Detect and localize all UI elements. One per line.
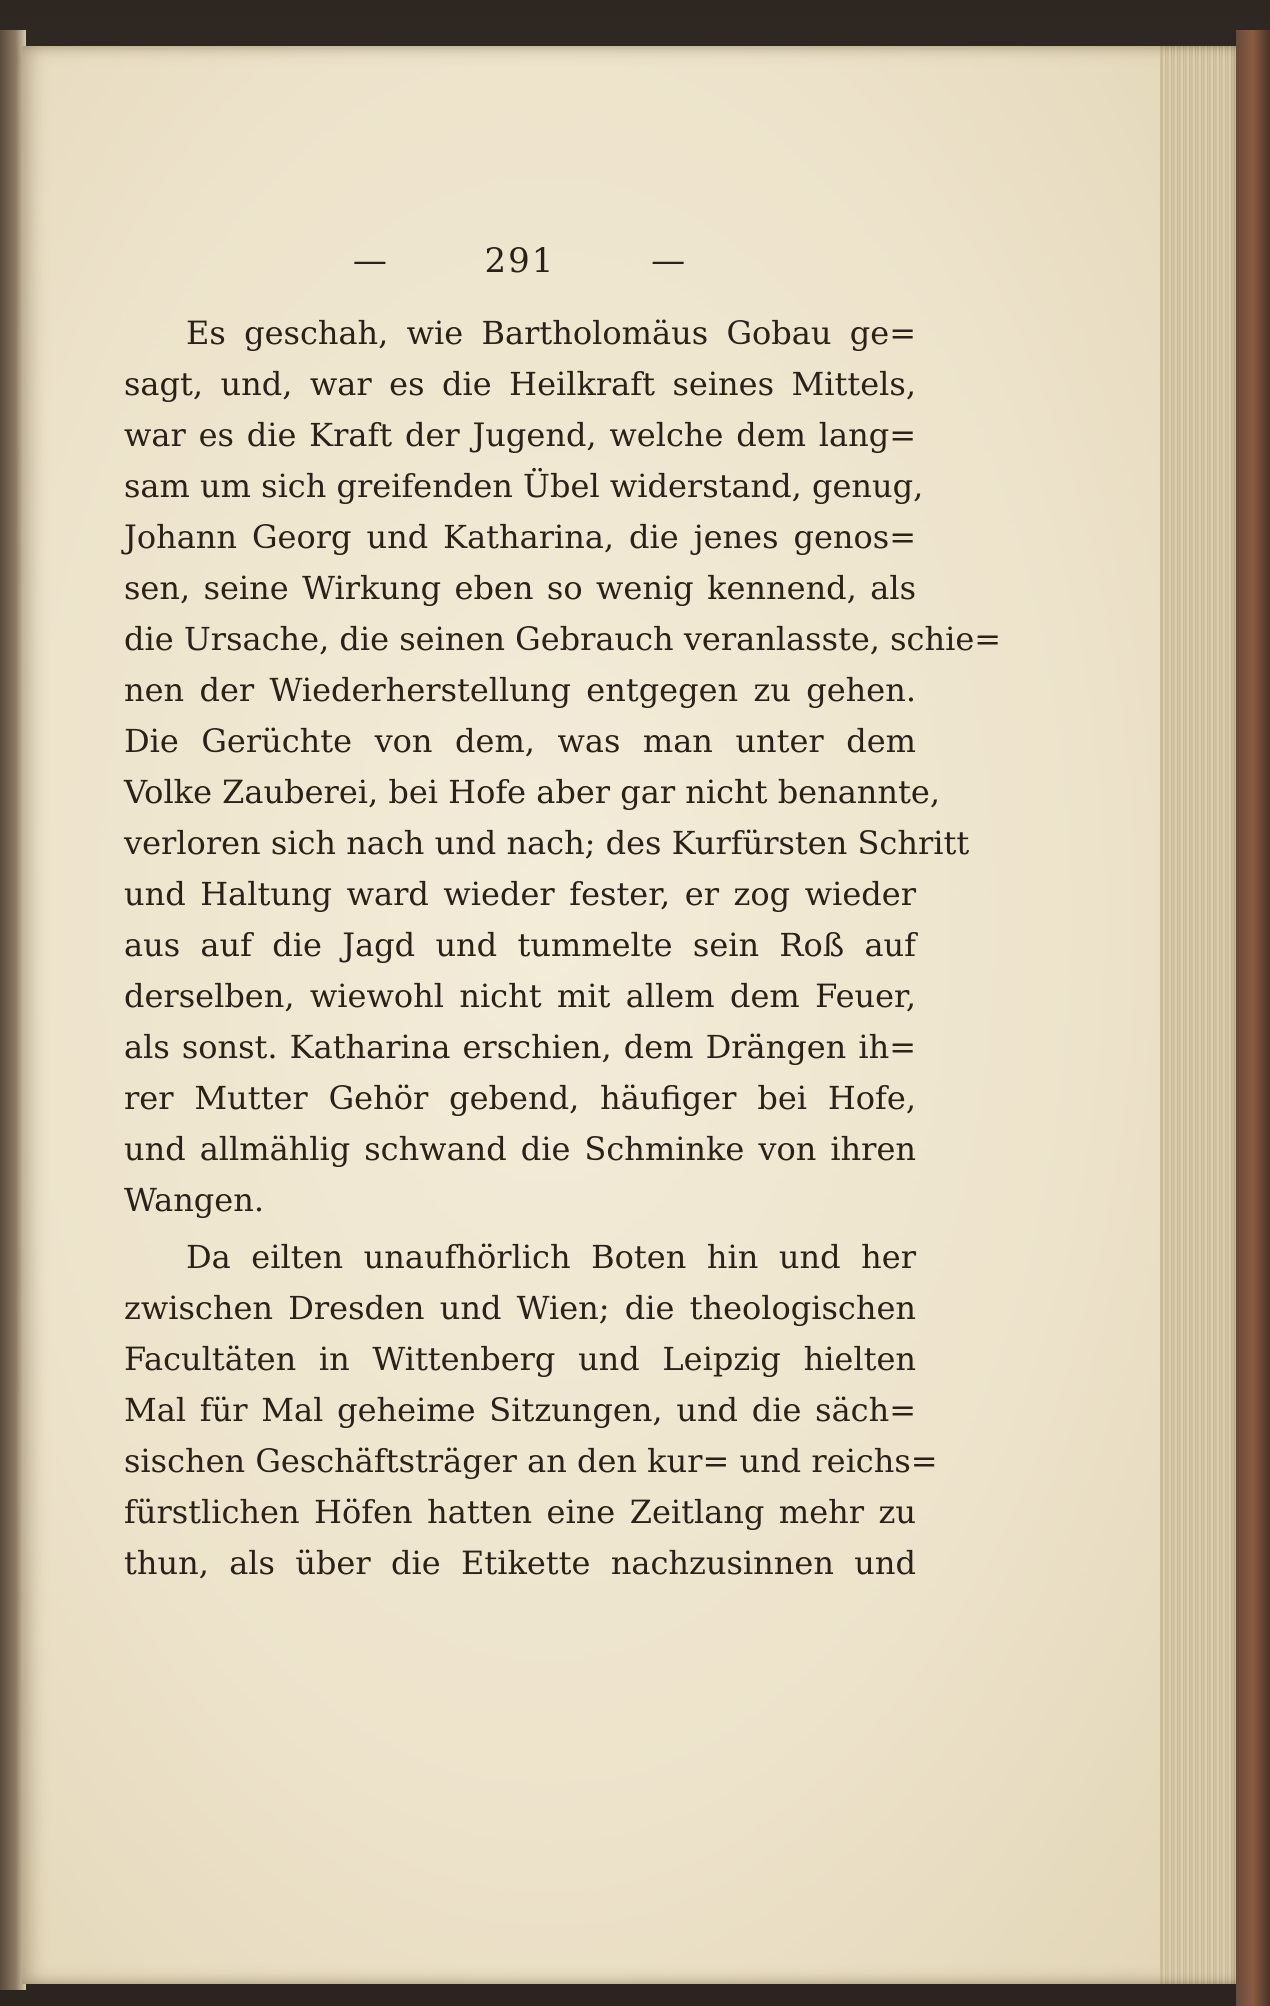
text-line: Die Gerüchte von dem, was man unter dem [124,722,916,760]
page-number: 291 [484,241,556,281]
paragraph-1 [124,308,1002,1226]
text-line: nen der Wiederherstellung entgegen zu gehen. [124,671,916,709]
text-line: Facultäten in Wittenberg und Leipzig hielten [124,1340,916,1378]
text-line: sam um sich greifenden Übel widerstand, genug, [124,467,924,505]
text-line: und allmählig schwand die Schminke von ihren [124,1130,916,1168]
header-dash-right: — [651,241,688,281]
text-line: Wangen. [124,1181,264,1219]
paragraph-2 [124,1232,938,1589]
text-line: derselben, wiewohl nicht mit allem dem Feuer, [124,977,916,1015]
text-line: Mal für Mal geheime Sitzungen, und die säch= [124,1391,916,1429]
text-line: Da eilten unaufhörlich Boten hin und her [186,1238,916,1276]
book-cover-edge [1236,30,1270,2006]
header-dash-left: — [352,241,389,281]
text-line: als sonst. Katharina erschien, dem Drängen ih= [124,1028,916,1066]
text-line: zwischen Dresden und Wien; die theologischen [124,1289,916,1327]
text-line: und Haltung ward wieder fester, er zog wieder [124,875,916,913]
text-line: aus auf die Jagd und tummelte sein Roß auf [124,926,916,964]
text-line: Es geschah, wie Bartholomäus Gobau ge= [186,314,916,352]
text-line: Volke Zauberei, bei Hofe aber gar nicht benannte, [124,773,940,811]
text-line: rer Mutter Gehör gebend, häufiger bei Hofe, [124,1079,916,1117]
text-line: war es die Kraft der Jugend, welche dem lang= [124,416,916,454]
text-line: sagt, und, war es die Heilkraft seines Mittels, [124,365,916,403]
text-line: die Ursache, die seinen Gebrauch veranlasste, schie= [124,620,1002,658]
text-line: sischen Geschäftsträger an den kur= und reichs= [124,1442,938,1480]
text-line: sen, seine Wirkung eben so wenig kennend, als [124,569,916,607]
page-text [124,236,1002,1589]
page-header [124,236,916,286]
text-line: thun, als über die Etikette nachzusinnen und [124,1544,916,1582]
text-line: Johann Georg und Katharina, die jenes genos= [124,518,916,556]
page-fore-edge [1160,46,1244,1984]
text-line: verloren sich nach und nach; des Kurfürsten Schritt [124,824,970,862]
text-line: fürstlichen Höfen hatten eine Zeitlang mehr zu [124,1493,916,1531]
